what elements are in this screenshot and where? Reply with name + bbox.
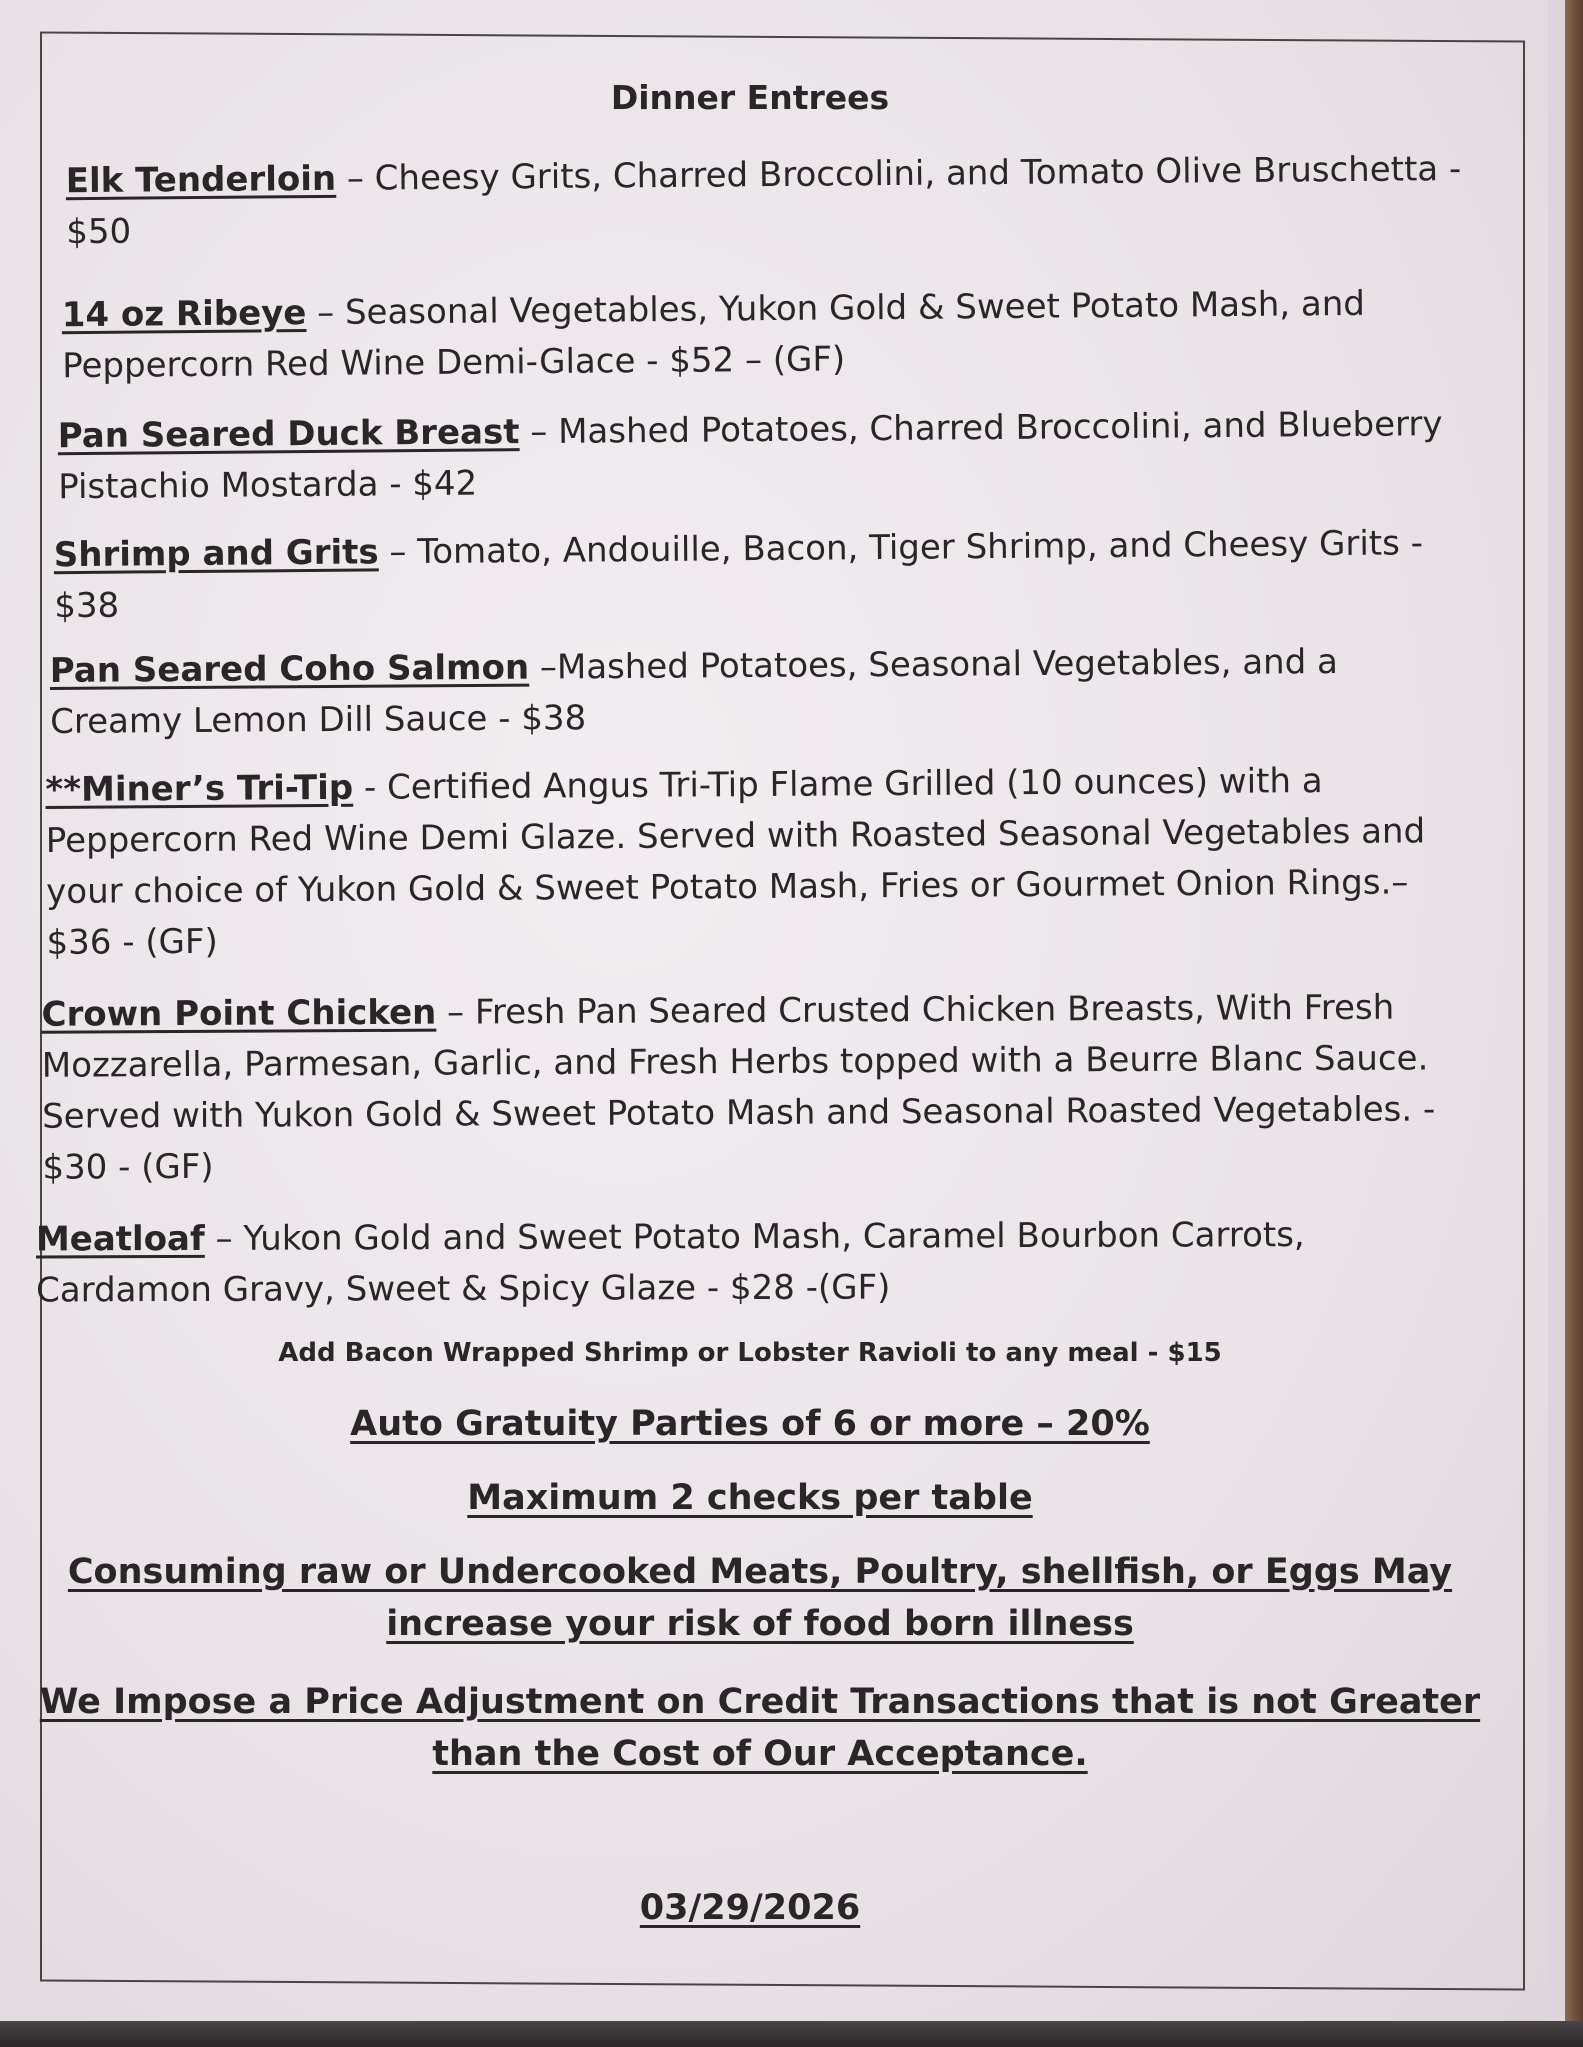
menu-item-name: 14 oz Ribeye (61, 293, 307, 336)
menu-item-desc: – Fresh Pan Seared Crusted Chicken Breasts, With Fresh Mozzarella, Parmesan, Garlic, and Fresh Herbs topped with a Beurre Blanc Sauce. Served with Yukon Gold & Sweet Potato Mash and Seasonal Roasted Vegetables. - $30 - (GF) (41, 987, 1436, 1188)
menu-item (66, 144, 1487, 258)
table-surface-right (1565, 0, 1583, 2047)
menu-item (62, 278, 1483, 392)
menu-item-desc: - Certified Angus Tri-Tip Flame Grilled (10 ounces) with a Peppercorn Red Wine Demi Glaze. Served with Roasted Seasonal Vegetables and your choice of Yukon Gold & Sweet Potato Mash, Fries or Gourmet Onion Rings.– $36 - (GF) (45, 761, 1426, 963)
menu-item-desc: – Mashed Potatoes, Charred Broccolini, and Blueberry Pistachio Mostarda - $42 (58, 404, 1443, 508)
menu-item (58, 399, 1479, 513)
menu-item (36, 1210, 1456, 1317)
menu-item-desc: – Cheesy Grits, Charred Broccolini, and Tomato Olive Bruschetta - $50 (66, 149, 1462, 253)
menu-date: 03/29/2026 (639, 1888, 861, 1928)
menu-item-desc: –Mashed Potatoes, Seasonal Vegetables, and a Creamy Lemon Dill Sauce - $38 (50, 641, 1338, 742)
gratuity-notice: Auto Gratuity Parties of 6 or more – 20% (350, 1404, 1150, 1444)
menu-item (41, 982, 1462, 1193)
addon-note: Add Bacon Wrapped Shrimp or Lobster Ravioli to any meal - $15 (278, 1338, 1222, 1368)
menu-item-name: Meatloaf (35, 1218, 205, 1260)
menu-item (45, 755, 1466, 969)
credit-notice: We Impose a Price Adjustment on Credit Transactions that is not Greater than the Cost of Our Acceptance. (39, 1682, 1481, 1774)
menu-item-name: Elk Tenderloin (65, 158, 337, 202)
menu-item (50, 636, 1471, 748)
menu-item-name: Pan Seared Coho Salmon (49, 647, 530, 691)
menu-item-name: Pan Seared Duck Breast (57, 412, 520, 457)
menu-item-desc: – Tomato, Andouille, Bacon, Tiger Shrimp, and Cheesy Grits - $38 (54, 523, 1424, 627)
food-safety-notice: Consuming raw or Undercooked Meats, Poultry, shellfish, or Eggs May increase your risk of food born illness (67, 1552, 1453, 1644)
menu-item (54, 518, 1475, 632)
menu-item-desc: – Yukon Gold and Sweet Potato Mash, Caramel Bourbon Carrots, Cardamon Gravy, Sweet & Spicy Glaze - $28 -(GF) (36, 1215, 1305, 1311)
checks-notice: Maximum 2 checks per table (467, 1478, 1033, 1518)
table-surface-bottom (0, 2021, 1583, 2047)
menu-item-name: **Miner’s Tri-Tip (45, 767, 354, 810)
menu-item-desc: – Seasonal Vegetables, Yukon Gold & Sweet Potato Mash, and Peppercorn Red Wine Demi-Glace - $52 – (GF) (62, 283, 1366, 387)
menu-item-name: Shrimp and Grits (53, 532, 379, 576)
menu-item-name: Crown Point Chicken (41, 992, 437, 1035)
menu-title: Dinner Entrees (610, 78, 890, 117)
